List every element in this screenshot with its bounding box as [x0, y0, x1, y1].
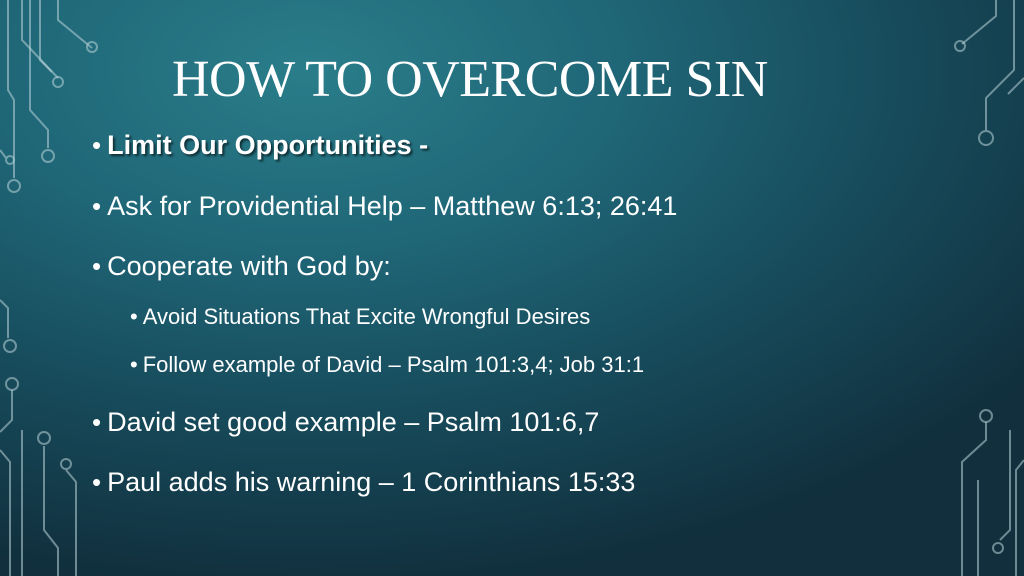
bullet-item: [92, 251, 391, 282]
bullet-dot-icon: •: [130, 304, 138, 329]
bullet-text: David set good example – Psalm 101:6,7: [107, 407, 600, 437]
bullet-dot-icon: •: [130, 352, 138, 377]
sub-bullet-text: Follow example of David – Psalm 101:3,4; Job 31:1: [142, 352, 645, 377]
bullet-item: [92, 407, 599, 438]
bullet-text: Ask for Providential Help – Matthew 6:13; 26:41: [107, 191, 678, 221]
bullet-text: Paul adds his warning – 1 Corinthians 15:33: [107, 467, 636, 497]
slide-title: HOW TO OVERCOME SIN: [172, 51, 768, 108]
sub-bullet-text: Avoid Situations That Excite Wrongful Desires: [142, 304, 591, 329]
bullet-dot-icon: •: [92, 467, 102, 497]
bullet-text: Cooperate with God by:: [107, 251, 391, 281]
sub-bullet-item: [130, 304, 590, 330]
bullet-dot-icon: •: [92, 251, 102, 281]
bullet-dot-icon: •: [92, 407, 102, 437]
bullet-item: [92, 191, 677, 222]
bullet-text: Limit Our Opportunities -: [107, 130, 429, 160]
bullet-item: [92, 130, 428, 161]
bullet-dot-icon: •: [92, 130, 102, 160]
bullet-item: [92, 467, 635, 498]
bullet-dot-icon: •: [92, 191, 102, 221]
sub-bullet-item: [130, 352, 644, 378]
